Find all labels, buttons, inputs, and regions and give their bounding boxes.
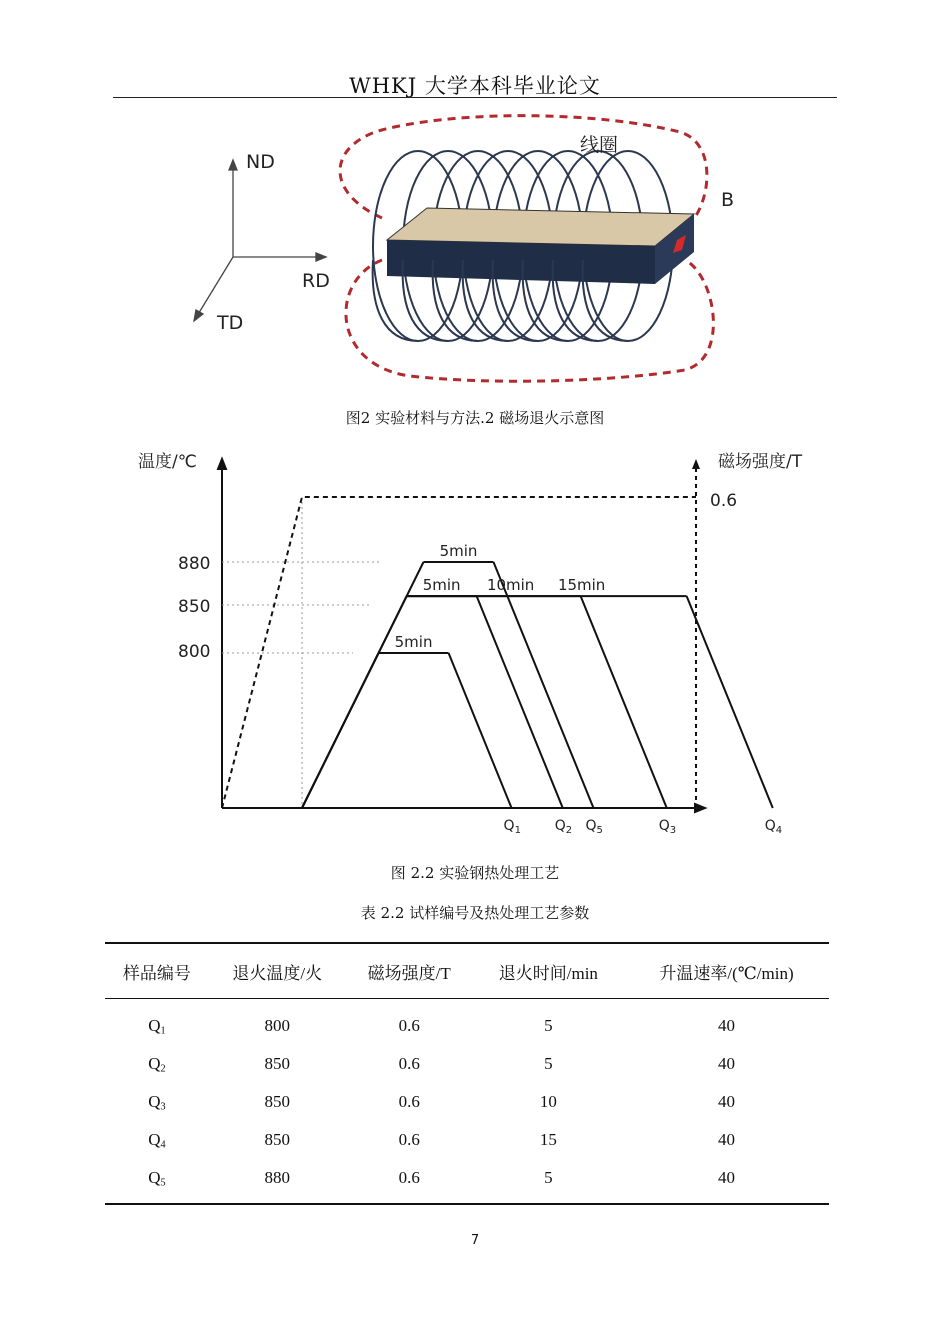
cell-time: 5 bbox=[544, 1054, 553, 1073]
cell-sample-id: $Q_4$ bbox=[148, 1129, 166, 1151]
right-axis-arrow bbox=[692, 459, 700, 469]
cell-rate: 40 bbox=[718, 1016, 736, 1035]
coordinate-axes bbox=[194, 160, 326, 321]
col-header-anneal-temp: 退火温度/火 bbox=[209, 943, 346, 999]
field-label: B bbox=[721, 189, 735, 211]
hold-time-label: 10min bbox=[486, 576, 535, 595]
x-tick-label: $Q_1$ bbox=[503, 818, 521, 836]
cell-field: 0.6 bbox=[398, 1130, 420, 1149]
left-axis-arrow bbox=[218, 459, 226, 469]
cell-field: 0.6 bbox=[398, 1054, 420, 1073]
x-tick-label: $Q_5$ bbox=[585, 818, 603, 836]
cell-rate: 40 bbox=[624, 1159, 829, 1204]
cell-temp: 850 bbox=[264, 1130, 291, 1149]
axis-label-nd: ND bbox=[246, 151, 275, 173]
y-tick-880: 880 bbox=[178, 554, 211, 574]
table-caption: 表 2.2 试样编号及热处理工艺参数 bbox=[360, 904, 590, 922]
x-tick-label: $Q_2$ bbox=[554, 818, 573, 836]
table-row bbox=[105, 999, 829, 1046]
figure1-caption: 图2 实验材料与方法.2 磁场退火示意图 bbox=[345, 409, 605, 427]
cell-field: 0.6 bbox=[346, 1159, 473, 1204]
cell-rate: 40 bbox=[718, 1092, 736, 1111]
hold-time-label: 5min bbox=[422, 576, 461, 595]
cooling-line bbox=[493, 562, 593, 808]
cooling-line bbox=[449, 653, 512, 808]
parameters-table bbox=[105, 942, 829, 1205]
process-curves bbox=[302, 542, 782, 836]
cell-sample-id: $Q_3$ bbox=[148, 1091, 166, 1113]
cell-field: 0.6 bbox=[398, 1016, 420, 1035]
magnetic-annealing-schematic bbox=[170, 110, 750, 400]
cooling-line bbox=[581, 596, 667, 808]
heating-ramp bbox=[302, 562, 423, 808]
heat-treatment-chart bbox=[120, 440, 840, 850]
hold-time-label: 5min bbox=[439, 542, 478, 560]
cell-sample-id: $Q_5$ bbox=[105, 1159, 209, 1204]
y-axis-label-right: 磁场强度/T bbox=[718, 452, 803, 472]
table-row bbox=[105, 1159, 829, 1204]
cooling-line bbox=[687, 596, 773, 808]
table-row bbox=[105, 1121, 829, 1159]
axis-label-rd: RD bbox=[302, 270, 330, 292]
coil-label: 线圈 bbox=[580, 134, 619, 156]
header-rule bbox=[113, 97, 837, 98]
col-header-heating-rate: 升温速率/(℃/min) bbox=[624, 943, 829, 999]
cell-temp: 800 bbox=[264, 1016, 291, 1035]
cell-time: 15 bbox=[539, 1130, 557, 1149]
page-number: 7 bbox=[470, 1233, 480, 1248]
cell-field: 0.6 bbox=[398, 1092, 420, 1111]
hold-time-label: 15min bbox=[557, 576, 606, 595]
cell-time: 5 bbox=[473, 1159, 624, 1204]
running-header-title: WHKJ 大学本科毕业论文 bbox=[349, 74, 601, 98]
cell-sample-id: $Q_1$ bbox=[148, 1015, 166, 1037]
x-tick-label: $Q_3$ bbox=[658, 818, 677, 836]
x-tick-label: $Q_4$ bbox=[764, 818, 783, 836]
table-row bbox=[105, 1045, 829, 1083]
cell-temp: 850 bbox=[264, 1054, 291, 1073]
cell-time: 5 bbox=[544, 1016, 553, 1035]
cell-rate: 40 bbox=[718, 1130, 736, 1149]
col-header-sample-id: 样品编号 bbox=[105, 943, 209, 999]
cell-rate: 40 bbox=[718, 1054, 736, 1073]
col-header-field-strength: 磁场强度/T bbox=[346, 943, 473, 999]
cell-sample-id: $Q_2$ bbox=[148, 1053, 166, 1075]
y-tick-800: 800 bbox=[178, 642, 211, 662]
cell-temp: 880 bbox=[209, 1159, 346, 1204]
y-tick-right: 0.6 bbox=[710, 491, 738, 511]
cell-time: 10 bbox=[539, 1092, 557, 1111]
y-tick-850: 850 bbox=[178, 597, 211, 617]
axis-label-td: TD bbox=[217, 312, 244, 334]
figure2-caption: 图 2.2 实验钢热处理工艺 bbox=[390, 864, 560, 882]
col-header-anneal-time: 退火时间/min bbox=[473, 943, 624, 999]
table-row bbox=[105, 1083, 829, 1121]
hold-time-label: 5min bbox=[394, 633, 433, 651]
cell-temp: 850 bbox=[264, 1092, 291, 1111]
y-axis-label-left: 温度/℃ bbox=[138, 452, 197, 472]
table-header-row bbox=[105, 943, 829, 999]
